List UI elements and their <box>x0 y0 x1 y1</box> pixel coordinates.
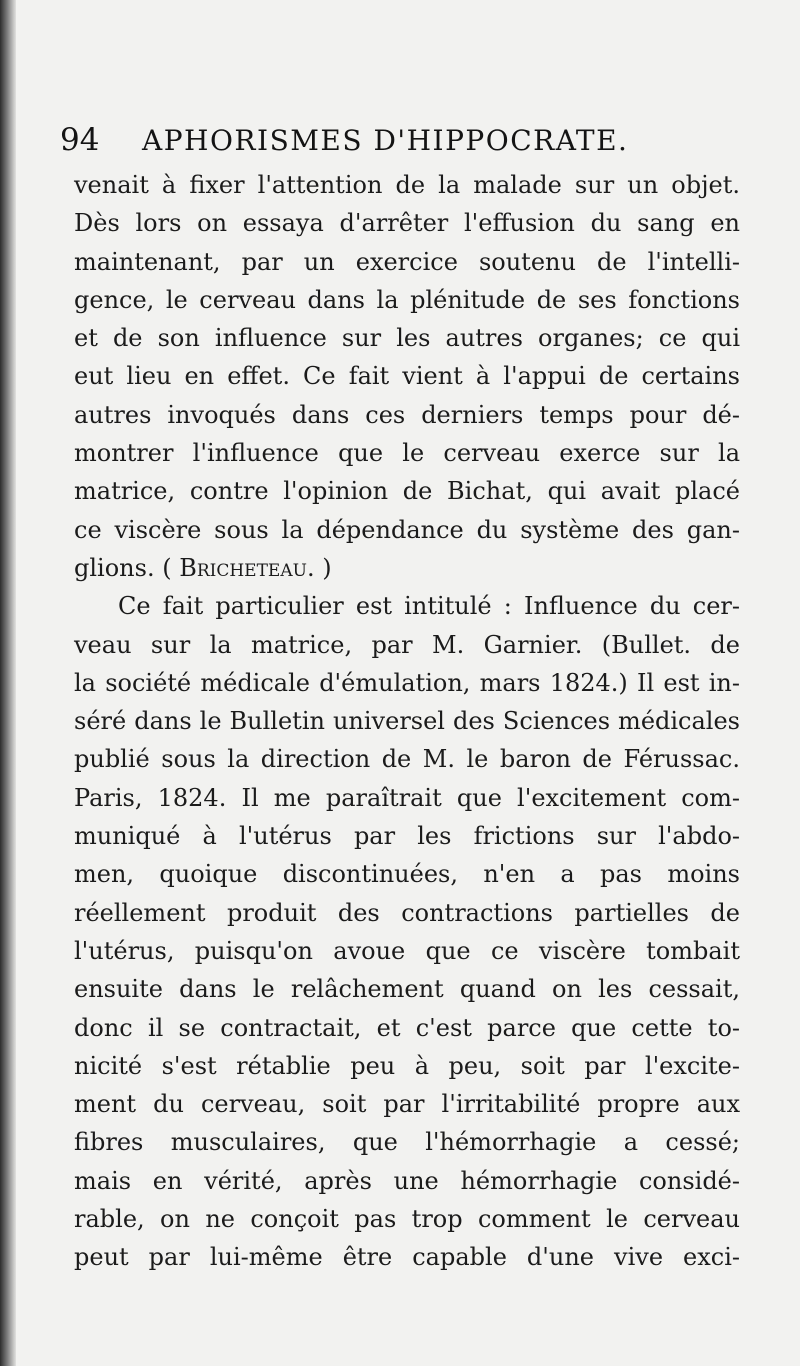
text-line: montrer l'influence que le cerveau exerce sur la <box>74 439 740 468</box>
text-line: séré dans le Bulletin universel des Sciences médicales <box>74 707 740 736</box>
text-line: fibres musculaires, que l'hémorrhagie a cessé; <box>74 1128 740 1157</box>
text-line: venait à fixer l'attention de la malade sur un objet. <box>74 171 740 199</box>
header-title: APHORISMES D'HIPPOCRATE. <box>142 124 629 157</box>
page-gutter-shadow <box>0 0 16 1366</box>
text-line: nicité s'est rétablie peu à peu, soit par l'excite- <box>74 1051 740 1080</box>
text-line: maintenant, par un exercice soutenu de l'intelli- <box>74 247 740 276</box>
text-line: rable, on ne conçoit pas trop comment le cerveau <box>74 1205 740 1234</box>
text-line-author-credit <box>74 549 740 587</box>
text-line: mais en vérité, après une hémorrhagie considé- <box>74 1166 740 1195</box>
text-line: réellement produit des contractions partielles de <box>74 898 740 927</box>
author-name: Bricheteau <box>179 553 307 582</box>
text-line: Paris, 1824. Il me paraîtrait que l'excitement com- <box>74 783 740 812</box>
text-line: l'utérus, puisqu'on avoue que ce viscère tombait <box>74 936 740 965</box>
author-credit-suffix: . ) <box>306 553 332 582</box>
text-line-paragraph-start: Ce fait particulier est intitulé : Influence du cer- <box>118 592 740 621</box>
running-head <box>60 118 760 162</box>
text-line: la société médicale d'émulation, mars 1824.) Il est in- <box>74 668 740 697</box>
text-line: et de son influence sur les autres organes; ce qui <box>74 324 740 353</box>
text-line: donc il se contractait, et c'est parce que cette to- <box>74 1013 740 1042</box>
text-line: muniqué à l'utérus par les frictions sur l'abdo- <box>74 822 740 851</box>
text-line: peut par lui-même être capable d'une vive exci- <box>74 1243 740 1272</box>
text-line: ce viscère sous la dépendance du système des gan- <box>74 515 740 544</box>
text-line: Dès lors on essaya d'arrêter l'effusion du sang en <box>74 209 740 238</box>
text-line: matrice, contre l'opinion de Bichat, qui avait placé <box>74 477 740 506</box>
page-number: 94 <box>60 122 100 158</box>
text-line: autres invoqués dans ces derniers temps pour dé- <box>74 400 740 429</box>
text-line: ment du cerveau, soit par l'irritabilité propre aux <box>74 1090 740 1119</box>
text-line: publié sous la direction de M. le baron de Férussac. <box>74 745 740 774</box>
text-line: gence, le cerveau dans la plénitude de ses fonctions <box>74 285 740 314</box>
text-line: eut lieu en effet. Ce fait vient à l'appui de certains <box>74 362 740 391</box>
author-credit-prefix: glions. ( <box>74 553 180 582</box>
text-line: veau sur la matrice, par M. Garnier. (Bullet. de <box>74 630 740 659</box>
text-line: ensuite dans le relâchement quand on les cessait, <box>74 975 740 1004</box>
text-line: men, quoique discontinuées, n'en a pas moins <box>74 860 740 889</box>
body-text <box>74 166 740 1277</box>
